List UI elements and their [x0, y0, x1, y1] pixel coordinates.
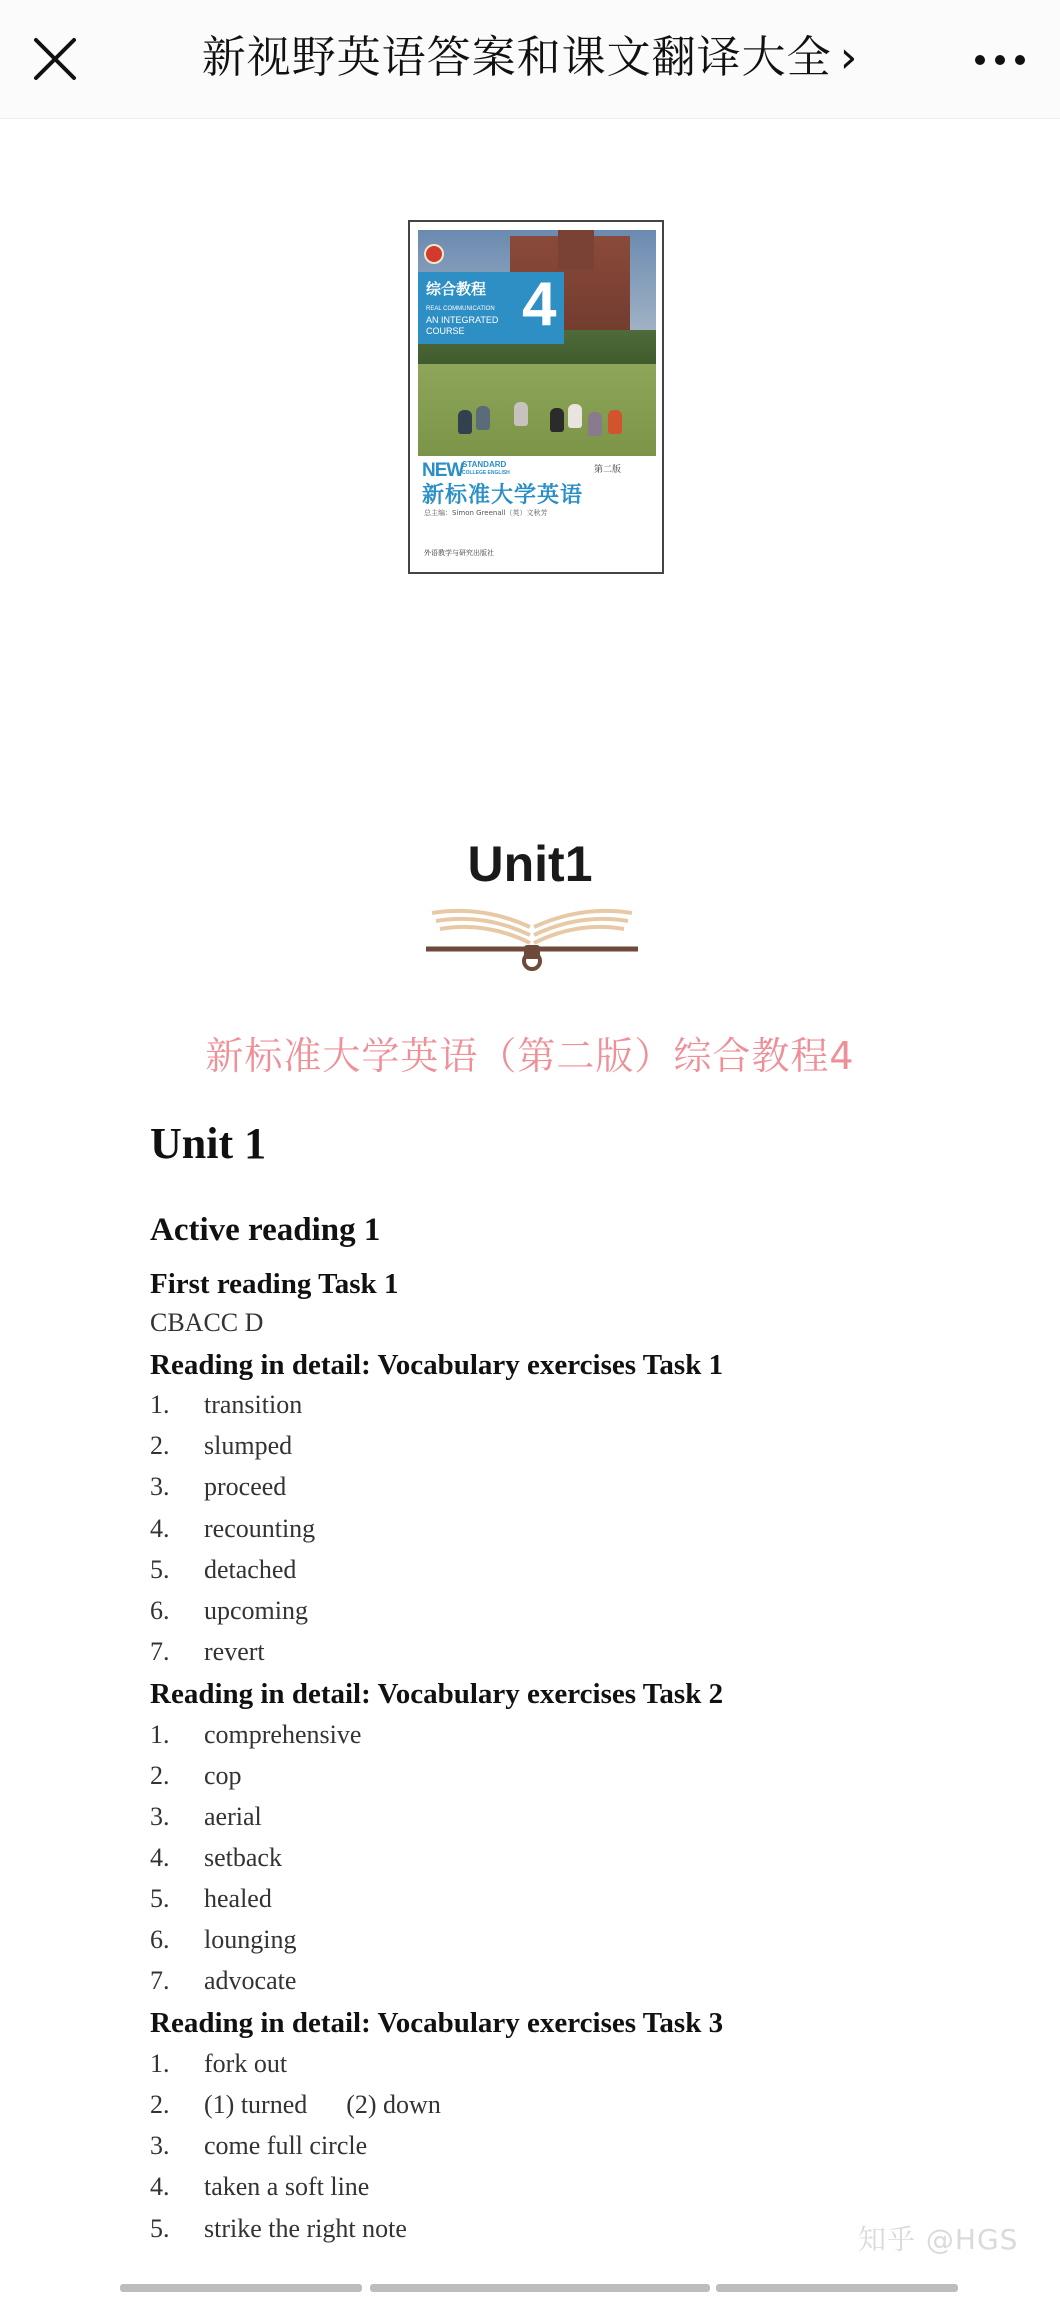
task3-title: Reading in detail: Vocabulary exercises Task 3 — [150, 2007, 724, 2039]
list-item: 3. aerial — [150, 1802, 262, 1831]
list-item: 6. upcoming — [150, 1596, 308, 1625]
list-item: 4. setback — [150, 1843, 282, 1872]
list-item: 7. revert — [150, 1637, 265, 1666]
first-reading-title: First reading Task 1 — [150, 1268, 399, 1300]
first-reading-answers: CBACC D — [150, 1308, 264, 1337]
cover-artwork: 综合教程 REAL COMMUNICATION AN INTEGRATED COURSE 4 NEW STANDARD COLLEGE ENGLISH 第二版 新标准大学英语 总主编：Simon Greenall（英）文秋芳 外语教学与研究出版社 — [418, 230, 656, 568]
list-item: 2. slumped — [150, 1431, 293, 1460]
list-item: 5. detached — [150, 1555, 297, 1584]
doc-section-title: Active reading 1 — [150, 1212, 381, 1248]
bottom-indicator-bar — [120, 2284, 362, 2292]
close-icon — [28, 32, 82, 86]
open-book-icon — [422, 905, 642, 975]
page-title-link[interactable] — [150, 28, 910, 88]
students-graphic — [418, 402, 656, 442]
task1-title: Reading in detail: Vocabulary exercises Task 1 — [150, 1349, 724, 1381]
task2-title: Reading in detail: Vocabulary exercises Task 2 — [150, 1678, 724, 1710]
chevron-right-icon: › — [839, 32, 859, 83]
book-cover-image[interactable] — [408, 220, 664, 574]
list-item: 2. (1) turned (2) down — [150, 2090, 441, 2119]
list-item: 3. proceed — [150, 1472, 287, 1501]
bottom-indicator-bar — [370, 2284, 710, 2292]
list-item: 6. lounging — [150, 1925, 297, 1954]
more-dots-icon — [970, 40, 1030, 80]
list-item: 3. come full circle — [150, 2131, 368, 2160]
volume-number: 4 — [522, 270, 557, 339]
list-item: 1. transition — [150, 1390, 303, 1419]
brand-logo: NEW — [422, 460, 464, 481]
list-item: 5. strike the right note — [150, 2214, 407, 2243]
cover-title-block: 综合教程 REAL COMMUNICATION AN INTEGRATED COURSE 4 — [418, 272, 564, 344]
list-item: 7. advocate — [150, 1966, 297, 1995]
doc-unit-title: Unit 1 — [150, 1119, 267, 1168]
more-button[interactable] — [970, 40, 1030, 80]
bottom-indicator-bar — [716, 2284, 958, 2292]
list-item: 1. comprehensive — [150, 1720, 362, 1749]
list-item: 5. healed — [150, 1884, 272, 1913]
unit-heading: Unit1 — [467, 836, 593, 892]
watermark: 知乎 @HGS — [858, 2223, 1019, 2256]
list-item: 4. recounting — [150, 1514, 316, 1543]
list-item: 4. taken a soft line — [150, 2172, 370, 2201]
page-title: 新视野英语答案和课文翻译大全 — [201, 32, 832, 83]
close-button[interactable] — [28, 32, 82, 86]
cover-chinese-title: 新标准大学英语 — [422, 483, 584, 508]
publisher-badge-icon — [424, 244, 444, 264]
course-banner-title: 新标准大学英语（第二版）综合教程4 — [205, 1034, 855, 1078]
list-item: 1. fork out — [150, 2049, 288, 2078]
top-bar — [0, 0, 1060, 119]
list-item: 2. cop — [150, 1761, 242, 1790]
